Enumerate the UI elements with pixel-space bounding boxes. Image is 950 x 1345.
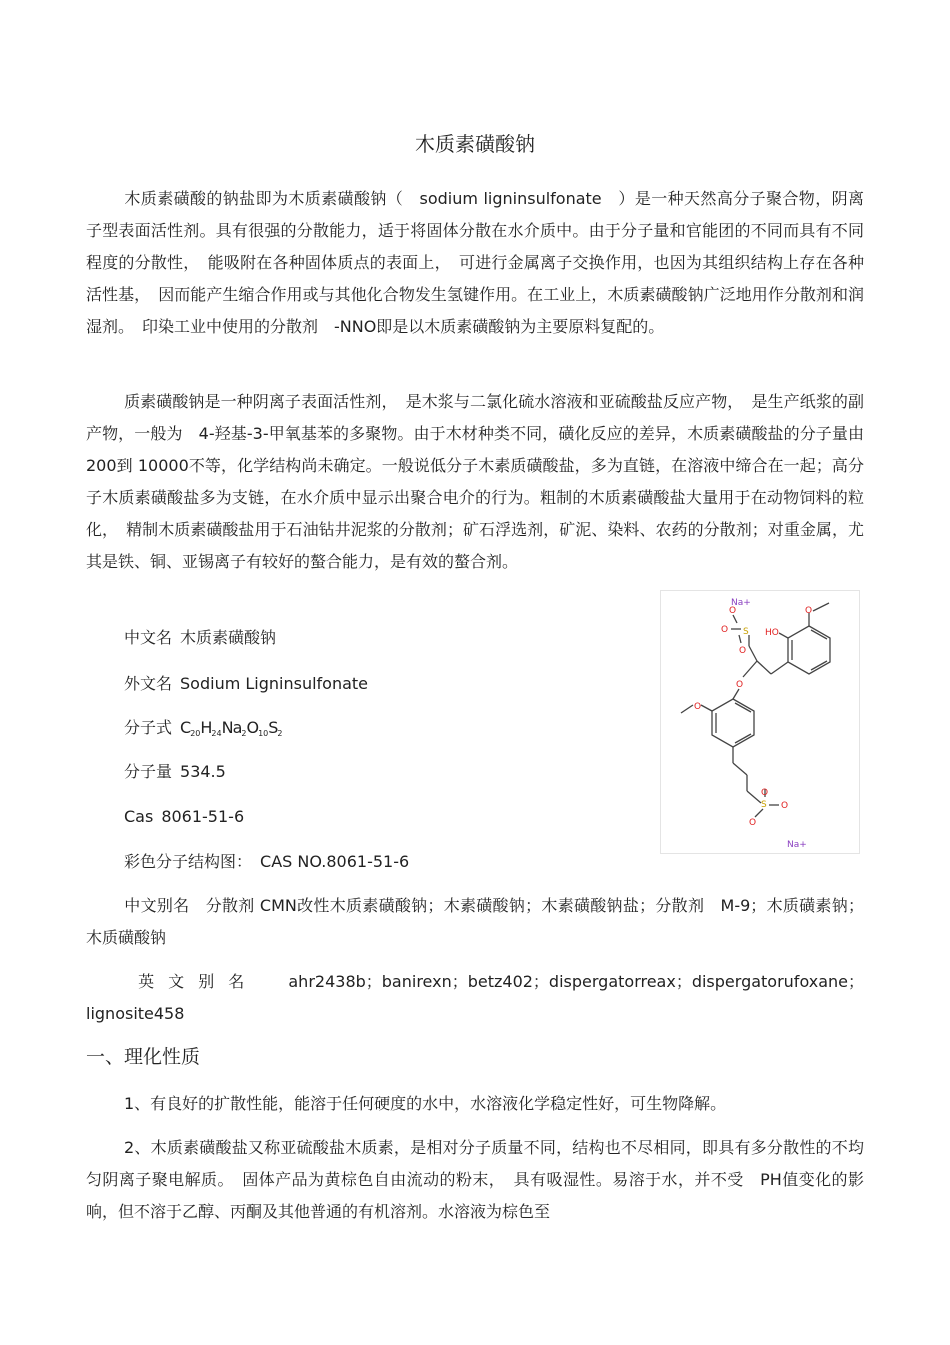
structure-value: CAS NO.8061-51-6	[260, 852, 410, 871]
property-text-2: 2、木质素磺酸盐又称亚硫酸盐木质素，是相对分子质量不同，结构也不尽相同，即具有多分散性的不均匀阴离子聚电解质。 固体产品为黄棕色自由流动的粉末， 具有吸湿性。易溶于水，并不受 PH值变化的影响，但不溶于乙醇、丙酮及其他普通的有机溶剂。水溶液为棕色至	[86, 1138, 864, 1221]
section-heading: 一、理化性质	[86, 1046, 201, 1068]
mw-value: 534.5	[180, 762, 226, 781]
info-formula	[124, 717, 283, 745]
info-en-name	[124, 673, 368, 695]
en-aliases-paragraph	[86, 966, 864, 1030]
info-structure	[124, 851, 409, 873]
cn-aliases-text: 中文别名 分散剂 CMN改性木质素磺酸钠；木素磺酸钠；木素磺酸钠盐；分散剂 M-9；木质磺素钠；木质磺酸钠	[86, 896, 864, 947]
cn-name-value: 木质素磺酸钠	[180, 628, 277, 647]
ether-oxygen-label: O	[736, 680, 744, 690]
info-mw	[124, 761, 226, 783]
info-cas	[124, 806, 244, 828]
intro-paragraph	[86, 183, 864, 343]
document-title: 木质素磺酸钠	[415, 132, 535, 156]
cas-label: Cas	[124, 807, 154, 826]
phenol-ring	[788, 626, 830, 674]
description-text: 质素磺酸钠是一种阴离子表面活性剂， 是木浆与二氯化硫水溶液和亚硫酸盐反应产物， 是生产纸浆的副产物，一般为 4-羟基-3-甲氧基苯的多聚物。由于木材种类不同，磺化反应的差异，木质素磺酸盐的分子量由 200到 10000不等，化学结构尚未确定。一般说低分子木素质磺酸盐，多为直链，在溶液中缔合在一起；高分子木质素磺酸盐多为支链，在水介质中显示出聚合电介的行为。粗制的木质素磺酸盐大量用于在动物饲料的粒化， 精制木质素磺酸盐用于石油钻井泥浆的分散剂；矿石浮选剂，矿泥、染料、农药的分散剂；对重金属，尤其是铁、铜、亚锡离子有较好的螯合能力，是有效的螯合剂。	[86, 392, 881, 571]
sulfur-label-top: S	[743, 627, 749, 637]
oxygen-label-top-1: O	[721, 625, 729, 635]
description-paragraph	[86, 386, 881, 578]
oxygen-label-bottom-1: O	[761, 788, 769, 798]
structure-label: 彩色分子结构图：	[124, 852, 253, 871]
methoxy-oxygen-top: O	[805, 606, 813, 616]
property-text-1: 1、有良好的扩散性能，能溶于任何硬度的水中，水溶液化学稳定性好，可生物降解。	[124, 1094, 727, 1113]
sodium-label-top: Na+	[731, 598, 751, 608]
cn-name-label: 中文名	[124, 628, 173, 647]
molecule-structure-svg	[661, 591, 859, 853]
guaiacyl-ring	[712, 699, 754, 747]
cn-aliases-paragraph	[86, 890, 864, 954]
cas-value: 8061-51-6	[161, 807, 245, 826]
oxygen-label-bottom-3: O	[749, 818, 757, 828]
molecule-structure-image	[660, 590, 860, 854]
methoxy-oxygen-bottom: O	[694, 702, 702, 712]
property-paragraph-1	[86, 1088, 864, 1120]
oxygen-label-bottom-2: O	[781, 801, 789, 811]
en-name-label: 外文名	[124, 674, 173, 693]
intro-text: 木质素磺酸的钠盐即为木质素磺酸钠（ sodium ligninsulfonate ）是一种天然高分子聚合物，阴离子型表面活性剂。具有很强的分散能力，适于将固体分散在水介质中。由于分子量和官能团的不同而具有不同程度的分散性， 能吸附在各种固体质点的表面上， 可进行金属离子交换作用，也因为其组织结构上存在各种活性基， 因而能产生缩合作用或与其他化合物发生氢键作用。在工业上，木质素磺酸钠广泛地用作分散剂和润湿剂。 印染工业中使用的分散剂 -NNO即是以木质素磺酸钠为主要原料复配的。	[86, 189, 864, 336]
formula-label: 分子式	[124, 718, 173, 737]
en-name-value: Sodium Ligninsulfonate	[180, 674, 369, 693]
en-aliases-text: 英文别名 ahr2438b；banirexn；betz402；dispergatorreax；dispergatorufoxane；lignosite458	[86, 972, 864, 1023]
oxygen-label-top-2: O	[729, 606, 737, 616]
formula-value: $C_{20}H_{24}Na_2O_{10}S_2$	[180, 718, 283, 738]
hydroxyl-label: HO	[765, 628, 779, 638]
property-paragraph-2	[86, 1132, 864, 1228]
info-cn-name	[124, 627, 276, 649]
sodium-label-bottom: Na+	[787, 840, 807, 850]
sulfur-label-bottom: S	[761, 800, 767, 810]
oxygen-label-top-3: O	[739, 646, 747, 656]
mw-label: 分子量	[124, 762, 173, 781]
